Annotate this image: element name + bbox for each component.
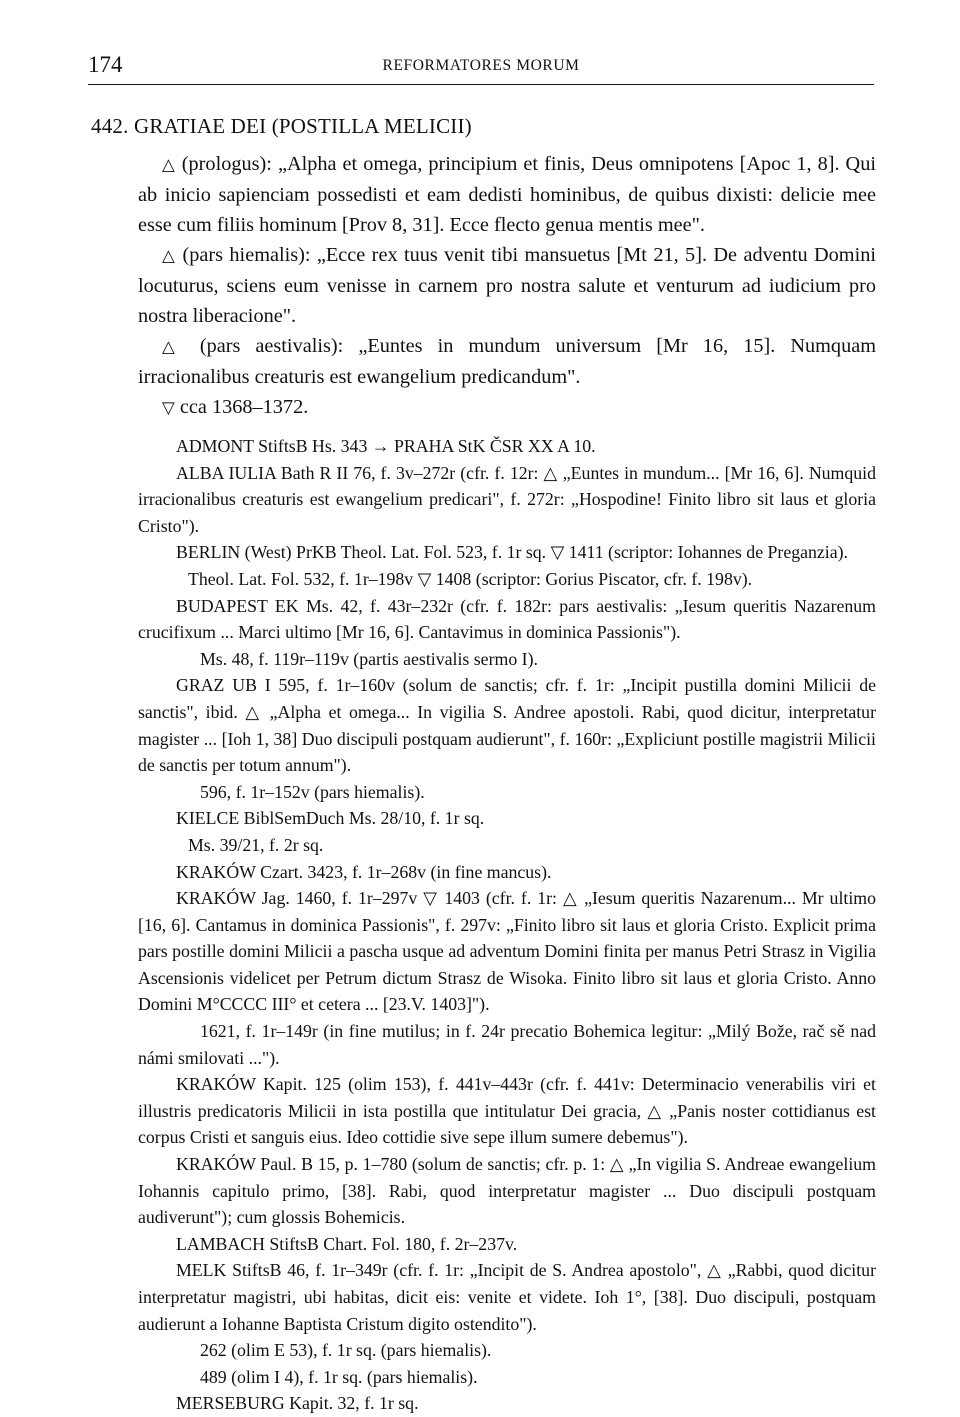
triangle-down-icon: ▽ xyxy=(162,398,175,417)
incipit-text: (pars hiemalis): „Ecce rex tuus venit tibi mansuetus [Mt 21, 5]. De adventu Domini locuturus, sciens eum venisse in carnem pro nostra salute et venturum ad iudicium pro nostra liberacione". xyxy=(138,244,876,327)
page-number: 174 xyxy=(88,52,123,77)
witness-melk-489: 489 (olim I 4), f. 1r sq. (pars hiemalis). xyxy=(200,1366,478,1387)
entry-content xyxy=(91,111,876,1417)
triangle-up-icon: △ xyxy=(162,337,185,356)
witness-berlin: BERLIN (West) PrKB Theol. Lat. Fol. 523, f. 1r sq. ▽ 1411 (scriptor: Iohannes de Preganzia). xyxy=(176,542,848,563)
witness-graz: GRAZ UB I 595, f. 1r–160v (solum de sanctis; cfr. f. 1r: „Incipit pustilla domini Milicii de sanctis", ibid. △ „Alpha et omega... In vigilia S. Andree apostoli. Rabi, quod dicitur, interpretatur magister ... [Ioh 1, 38] Duo discipuli postquam audierunt", f. 160r: „Expliciunt postille magistrii Milicii de sanctis per totum annum"). xyxy=(138,675,876,776)
triangle-up-icon: △ xyxy=(162,246,177,265)
incipit-text: (pars aestivalis): „Euntes in mundum universum [Mr 16, 15]. Numquam irracionalibus creaturis est ewangelium predicandum". xyxy=(138,335,876,388)
witness-graz-596: 596, f. 1r–152v (pars hiemalis). xyxy=(200,781,425,802)
triangle-up-icon: △ xyxy=(162,155,176,174)
witness-budapest-48: Ms. 48, f. 119r–119v (partis aestivalis sermo I). xyxy=(200,648,538,669)
running-title: REFORMATORES MORUM xyxy=(382,57,580,74)
witness-kielce: KIELCE BiblSemDuch Ms. 28/10, f. 1r sq. xyxy=(176,808,485,829)
witness-admont: ADMONT StiftsB Hs. 343 → PRAHA StK ČSR XX A 10. xyxy=(176,436,596,456)
incipit-block xyxy=(138,149,876,423)
witness-krakow-paul: KRAKÓW Paul. B 15, p. 1–780 (solum de sanctis; cfr. p. 1: △ „In vigilia S. Andreae ewangelium Iohannis capitulo primo, [38]. Rabi, quod interpretatur magister ... Duo discipuli postquam audiverunt"); cum glossis Bohemicis. xyxy=(138,1154,876,1228)
witness-krakow-jag: KRAKÓW Jag. 1460, f. 1r–297v ▽ 1403 (cfr. f. 1r: △ „Iesum queritis Nazarenum... Mr ultimo [16, 6]. Cantamus in dominica Passionis", f. 297v: „Finito libro sit laus et gloria Cristo. Explicit prima pars postille domini Milicii a pascha usque ad adventum Domini finita per manus Petri Strasz in Vigilia Ascensionis videlicet per Petrum dictum Strasz de Wisoka. Finito libro sit laus et gloria Cristo. Anno Domini M°CCCC III° et cetera ... [23.V. 1403]"). xyxy=(138,888,876,1015)
witness-merseburg: MERSEBURG Kapit. 32, f. 1r sq. xyxy=(176,1393,419,1414)
witness-melk-262: 262 (olim E 53), f. 1r sq. (pars hiemalis). xyxy=(200,1340,492,1361)
witness-budapest: BUDAPEST EK Ms. 42, f. 43r–232r (cfr. f. 182r: pars aestivalis: „Iesum queritis Nazarenum crucifixum ... Marci ultimo [Mr 16, 6]. Cantavimus in dominica Passionis"). xyxy=(138,595,876,643)
witness-krakow-jag-1621: 1621, f. 1r–149r (in fine mutilus; in f. 24r precatio Bohemica legitur: „Milý Bože, rač sě nad námi smilovati ..."). xyxy=(138,1021,876,1068)
page-header xyxy=(88,50,874,85)
witness-melk: MELK StiftsB 46, f. 1r–349r (cfr. f. 1r: „Incipit de S. Andrea apostolo", △ „Rabbi, quod dicitur interpretatur magistri, ubi habitas, dicit eis: venite et videte. Ioh 1°, [38]. Duo discipuli, postquam audierunt a Iohanne Baptista Cristum digito ostendito"). xyxy=(138,1260,876,1334)
witness-lambach: LAMBACH StiftsB Chart. Fol. 180, f. 2r–237v. xyxy=(176,1233,518,1254)
incipit-text: (prologus): „Alpha et omega, principium et finis, Deus omnipotens [Apoc 1, 8]. Qui ab inicio sapienciam possedisti et eam dedisti hominibus, de quibus dixisti: delicie mee esse cum filiis hominum [Prov 8, 31]. Ecce flecto genua mentis mee". xyxy=(138,153,876,236)
incipit-pars-hiemalis xyxy=(138,240,876,331)
dating-text: cca 1368–1372. xyxy=(174,396,309,418)
entry-title: 442. GRATIAE DEI (POSTILLA MELICII) xyxy=(91,114,472,138)
witness-krakow-czart: KRAKÓW Czart. 3423, f. 1r–268v (in fine mancus). xyxy=(176,861,552,882)
dating xyxy=(138,392,876,423)
incipit-prologus xyxy=(138,149,876,240)
witness-list xyxy=(138,433,876,1417)
witness-krakow-kapit: KRAKÓW Kapit. 125 (olim 153), f. 441v–443r (cfr. f. 441v: Determinacio venerabilis viri et illustris predicatoris Milicii in ista postilla que intitulatur Dei gracia, △ „Panis noster cottidianus est corpus Cristi et sanguis eius. Ideo cottidie sive sepe illum sumere debemus"). xyxy=(138,1074,876,1148)
witness-berlin-532: Theol. Lat. Fol. 532, f. 1r–198v ▽ 1408 (scriptor: Gorius Piscator, cfr. f. 198v). xyxy=(188,568,753,589)
incipit-pars-aestivalis xyxy=(138,331,876,392)
witness-alba-iulia: ALBA IULIA Bath R II 76, f. 3v–272r (cfr. f. 12r: △ „Euntes in mundum... [Mr 16, 6]. Numquid irracionalibus creaturis est ewangelium predicari", f. 272r: „Hospodine! Finito libro sit laus et gloria Cristo"). xyxy=(138,462,876,536)
witness-kielce-39: Ms. 39/21, f. 2r sq. xyxy=(188,834,324,855)
